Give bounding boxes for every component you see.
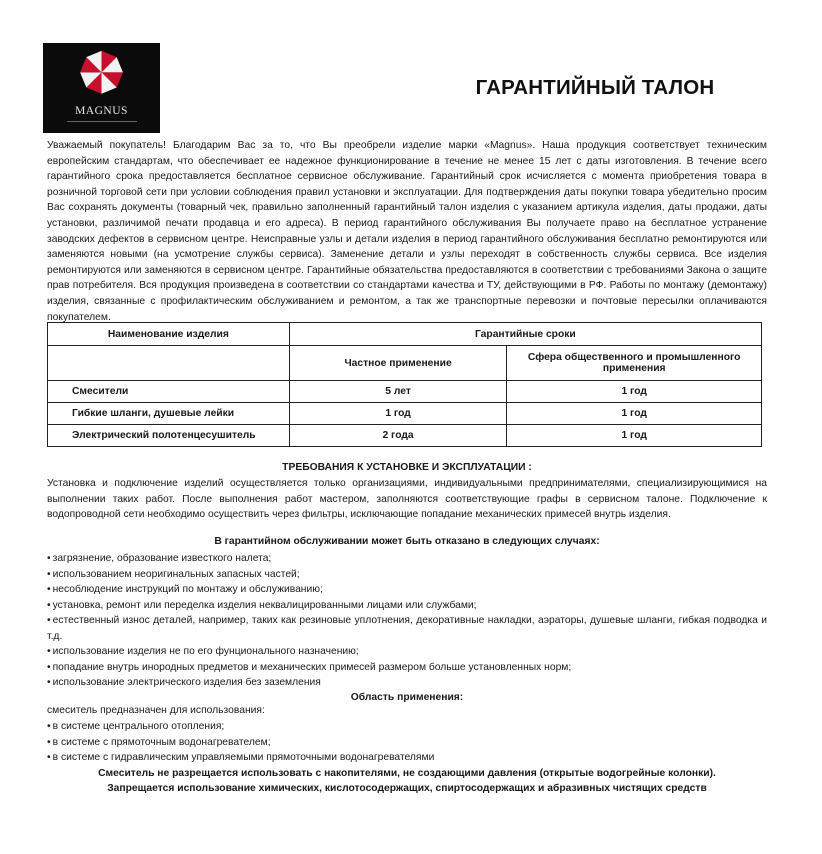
footer-note-2: Запрещается использование химических, кислотосодержащих, спиртосодержащих и абразивных чистящих средств — [107, 783, 707, 794]
row-public-term: 1 год — [507, 403, 762, 425]
header-warranty-terms: Гарантийные сроки — [289, 323, 761, 346]
row-private-term: 2 года — [289, 425, 507, 447]
row-private-term: 5 лет — [289, 381, 507, 403]
list-item: • установка, ремонт или переделка изделия неквалицированными лицами или службами; — [47, 599, 477, 611]
list-item: • в системе центрального отопления; — [47, 721, 225, 732]
refusal-title: В гарантийном обслуживании может быть отказано в следующих случаях: — [214, 536, 600, 547]
list-item: • использование электрического изделия без заземления — [47, 677, 321, 688]
list-item: • естественный износ деталей, например, таких как резиновые уплотнения, декоративные накладки, аэраторы, душевые шланги, гибкая подводка и т.д. — [47, 615, 767, 642]
scope-lead: смеситель предназначен для использования: — [47, 705, 265, 716]
list-item: • использование изделия не по его фунционального назначению; — [47, 646, 359, 657]
scope-title: Область применения: — [350, 692, 464, 703]
logo-divider — [67, 121, 137, 122]
table-row — [48, 403, 762, 425]
row-product-name: Гибкие шланги, душевые лейки — [48, 403, 290, 425]
row-public-term: 1 год — [507, 425, 762, 447]
table-subheader-row — [48, 346, 762, 381]
header-product-name: Наименование изделия — [48, 323, 290, 346]
table-row — [48, 425, 762, 447]
installation-text: Установка и подключение изделий осуществляется только организациями, индивидуальными предпринимателями, специализирующимися на выполнении таких работ. После выполнения работ мастером, заполняются соответствующие графы в сервисном талоне. Подключение к водопроводной сети необходимо осуществить через фильтры, исключающие попадание механических примесей внутрь изделия. — [47, 478, 767, 521]
row-public-term: 1 год — [507, 381, 762, 403]
brand-name: MAGNUS — [75, 105, 128, 117]
header-public-use: Сфера общественного и промышленного применения — [507, 346, 762, 381]
list-item: • попадание внутрь инородных предметов и механических примесей размером больше установленных норм; — [47, 661, 572, 673]
list-item: • в системе с гидравлическим управляемыми прямоточными водонагревателями — [47, 752, 435, 763]
scope-list — [47, 719, 767, 766]
umbrella-logo-icon — [79, 50, 124, 100]
list-item: • загрязнение, образование известкого налета; — [47, 553, 272, 564]
table-header-row — [48, 323, 762, 346]
list-item: • несоблюдение инструкций по монтажу и обслуживанию; — [47, 584, 323, 595]
brand-logo — [43, 43, 160, 133]
list-item: • использованием неоригинальных запасных частей; — [47, 568, 300, 580]
refusal-list — [47, 551, 767, 691]
header-private-use: Частное применение — [289, 346, 507, 381]
list-item: • в системе с прямоточным водонагревателем; — [47, 736, 271, 748]
warranty-table — [47, 322, 762, 447]
table-row — [48, 381, 762, 403]
row-private-term: 1 год — [289, 403, 507, 425]
intro-text: Уважаемый покупатель! Благодарим Вас за то, что Вы преобрели изделие марки «Magnus». Наша продукция соответствует техническим европейским стандартам, что обеспечивает ее надежное функционирование в течение не менее 15 лет с даты изготовления. В течение всего гарантийного срока предоставляется бесплатное сервисное обслуживание. Гарантийный срок исчисляется с момента приобретения товара в розничной торговой сети при условии соблюдения правил установки и эксплуатации. Для подтверждения даты покупки товара убедительно просим Вас сохранять документы (товарный чек, правильно заполненный гарантийный талон изделия с указанием артикула изделия, даты продажи, даты установки, различимой печати продавца и его адреса). В период гарантийного обслуживания Вы получаете право на бесплатное устранение заводских дефектов в сервисном центре. Неисправные узлы и детали изделия в период гарантийного обслуживания бесплатно ремонтируются или заменяются новыми (на усмотрение службы сервиса). Заменение детали и узлы переходят в собственность службы сервиса. Все изделия ремонтируются или заменяются в сервисном центре. Гарантийные обязательства предоставляются в соответствии с требованиями Закона о защите прав потребителя. Вся продукция произведена в соответствии со стандартами качества и ТУ, действующими в РФ. Работы по монтажу (демонтажу) изделия, связанные с профилактическим обслуживанием и ремонтом, а так же транспортные перевозки и почтовые пересылки оплачиваются покупателем. — [47, 140, 767, 323]
row-product-name: Электрический полотенцесушитель — [48, 425, 290, 447]
footer-note-1: Смеситель не разрещается использовать с накопителями, не создающими давления (открытые водогрейные колонки). — [98, 768, 716, 779]
row-product-name: Смесители — [48, 381, 290, 403]
page-title: ГАРАНТИЙНЫЙ ТАЛОН — [475, 76, 715, 99]
empty-cell — [48, 346, 290, 381]
installation-title: ТРЕБОВАНИЯ К УСТАНОВКЕ И ЭКСПЛУАТАЦИИ : — [282, 462, 532, 473]
